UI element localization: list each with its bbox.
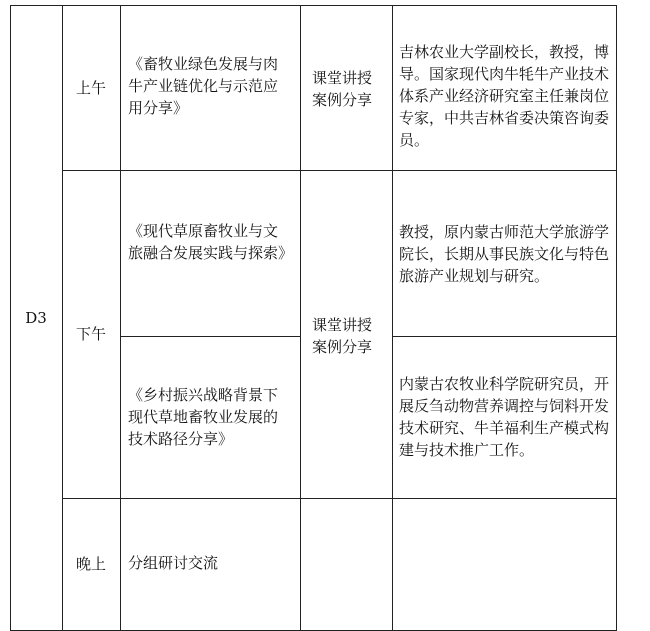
morning-period-cell — [62, 5, 120, 170]
column-separator-2 — [120, 5, 121, 631]
day-label: D3 — [25, 308, 47, 327]
format-text: 课堂讲授案例分享 — [312, 316, 373, 356]
topic-text: 《乡村振兴战略背景下现代草地畜牧业发展的技术路径分享》 — [128, 386, 279, 448]
afternoon-period-cell — [62, 170, 120, 498]
evening-period-cell — [62, 498, 120, 630]
table-border-right — [616, 5, 617, 631]
morning-label: 上午 — [75, 78, 106, 97]
row-separator-2a — [120, 336, 300, 337]
format-text: 课堂讲授案例分享 — [312, 69, 373, 109]
topic-cell-evening — [128, 552, 288, 574]
cut-off-header-text — [392, 0, 650, 4]
afternoon-label: 下午 — [75, 325, 106, 343]
topic-cell-afternoon-1 — [128, 220, 294, 264]
topic-text: 《畜牧业绿色发展与肉牛产业链优化与示范应用分享》 — [128, 55, 279, 117]
speaker-cell-afternoon-1 — [399, 221, 609, 287]
evening-label: 晚上 — [75, 555, 106, 573]
row-separator-2b — [392, 336, 617, 337]
speaker-cell-morning — [399, 41, 609, 151]
column-separator-3 — [300, 5, 301, 631]
speaker-text: 教授，原内蒙古师范大学旅游学院长，长期从事民族文化与特色旅游产业规划与研究。 — [399, 223, 610, 285]
format-cell-afternoon — [312, 314, 382, 358]
day-cell — [10, 5, 62, 630]
topic-cell-morning — [128, 53, 288, 119]
row-separator-3 — [62, 498, 617, 499]
row-separator-1 — [62, 170, 617, 171]
speaker-text: 吉林农业大学副校长，教授，博导。国家现代肉牛牦牛产业技术体系产业经济研究室主任兼岗位专家，中共吉林省委决策咨询委员。 — [399, 43, 610, 149]
topic-text: 分组研讨交流 — [128, 554, 219, 572]
speaker-text: 内蒙古农牧业科学院研究员，开展反刍动物营养调控与饲料开发技术研究、牛羊福利生产模式构建与技术推广工作。 — [399, 375, 610, 459]
topic-cell-afternoon-2 — [128, 384, 288, 450]
format-cell-morning — [312, 67, 382, 111]
speaker-cell-afternoon-2 — [399, 373, 609, 461]
column-separator-4 — [392, 5, 393, 631]
topic-text: 《现代草原畜牧业与文旅融合发展实践与探索》 — [128, 222, 294, 262]
